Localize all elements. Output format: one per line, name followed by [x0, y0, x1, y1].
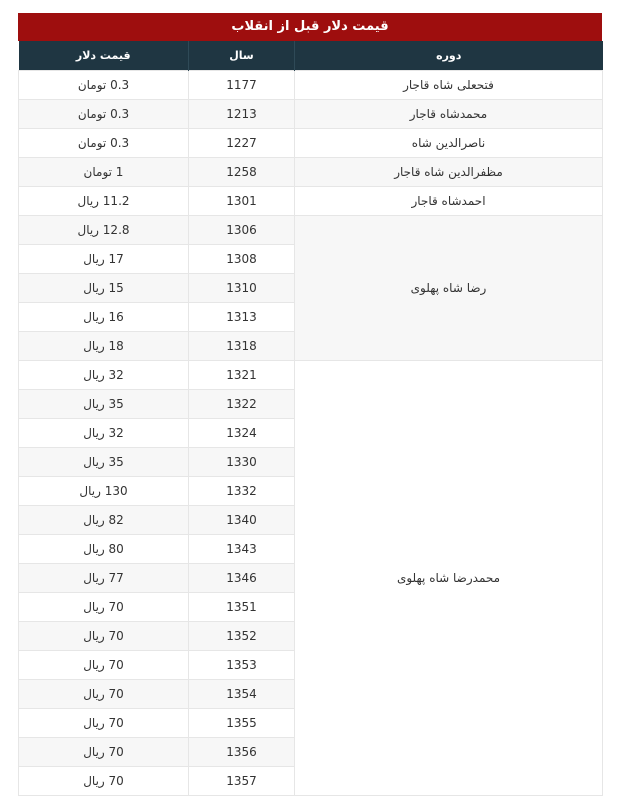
price-cell: 32 ریال — [19, 361, 189, 390]
price-cell: 77 ریال — [19, 564, 189, 593]
price-cell: 0.3 تومان — [19, 100, 189, 129]
header-year: سال — [189, 41, 295, 71]
dollar-price-table — [18, 41, 603, 796]
year-cell: 1332 — [189, 477, 295, 506]
table-row — [19, 158, 603, 187]
year-cell: 1340 — [189, 506, 295, 535]
year-cell: 1354 — [189, 680, 295, 709]
table-row — [19, 216, 603, 245]
price-cell: 11.2 ریال — [19, 187, 189, 216]
era-cell: مظفرالدین شاه قاجار — [295, 158, 603, 187]
year-cell: 1330 — [189, 448, 295, 477]
price-cell: 130 ریال — [19, 477, 189, 506]
year-cell: 1310 — [189, 274, 295, 303]
table-title: قیمت دلار قبل از انقلاب — [18, 13, 602, 41]
year-cell: 1343 — [189, 535, 295, 564]
era-cell: محمدشاه قاجار — [295, 100, 603, 129]
price-cell: 70 ریال — [19, 709, 189, 738]
year-cell: 1306 — [189, 216, 295, 245]
year-cell: 1324 — [189, 419, 295, 448]
year-cell: 1177 — [189, 71, 295, 100]
dollar-price-table-container — [18, 13, 602, 796]
table-row — [19, 100, 603, 129]
year-cell: 1355 — [189, 709, 295, 738]
price-cell: 32 ریال — [19, 419, 189, 448]
year-cell: 1318 — [189, 332, 295, 361]
year-cell: 1308 — [189, 245, 295, 274]
header-era: دوره — [295, 41, 603, 71]
price-cell: 70 ریال — [19, 593, 189, 622]
header-price: قیمت دلار — [19, 41, 189, 71]
table-row — [19, 129, 603, 158]
year-cell: 1213 — [189, 100, 295, 129]
era-cell-mohammad-reza-shah: محمدرضا شاه پهلوی — [295, 361, 603, 796]
price-cell: 17 ریال — [19, 245, 189, 274]
year-cell: 1321 — [189, 361, 295, 390]
era-cell: احمدشاه قاجار — [295, 187, 603, 216]
price-cell: 15 ریال — [19, 274, 189, 303]
year-cell: 1301 — [189, 187, 295, 216]
table-row — [19, 71, 603, 100]
year-cell: 1258 — [189, 158, 295, 187]
year-cell: 1356 — [189, 738, 295, 767]
price-cell: 16 ریال — [19, 303, 189, 332]
year-cell: 1346 — [189, 564, 295, 593]
table-header-row — [19, 41, 603, 71]
price-cell: 0.3 تومان — [19, 71, 189, 100]
price-cell: 35 ریال — [19, 448, 189, 477]
price-cell: 35 ریال — [19, 390, 189, 419]
price-cell: 70 ریال — [19, 680, 189, 709]
year-cell: 1227 — [189, 129, 295, 158]
year-cell: 1357 — [189, 767, 295, 796]
price-cell: 70 ریال — [19, 651, 189, 680]
year-cell: 1322 — [189, 390, 295, 419]
price-cell: 82 ریال — [19, 506, 189, 535]
price-cell: 18 ریال — [19, 332, 189, 361]
price-cell: 70 ریال — [19, 622, 189, 651]
year-cell: 1313 — [189, 303, 295, 332]
price-cell: 70 ریال — [19, 767, 189, 796]
year-cell: 1351 — [189, 593, 295, 622]
year-cell: 1352 — [189, 622, 295, 651]
table-row — [19, 187, 603, 216]
year-cell: 1353 — [189, 651, 295, 680]
price-cell: 0.3 تومان — [19, 129, 189, 158]
era-cell: فتحعلی شاه قاجار — [295, 71, 603, 100]
table-row — [19, 361, 603, 390]
price-cell: 70 ریال — [19, 738, 189, 767]
era-cell-reza-shah: رضا شاه پهلوی — [295, 216, 603, 361]
price-cell: 1 تومان — [19, 158, 189, 187]
price-cell: 80 ریال — [19, 535, 189, 564]
price-cell: 12.8 ریال — [19, 216, 189, 245]
era-cell: ناصرالدین شاه — [295, 129, 603, 158]
